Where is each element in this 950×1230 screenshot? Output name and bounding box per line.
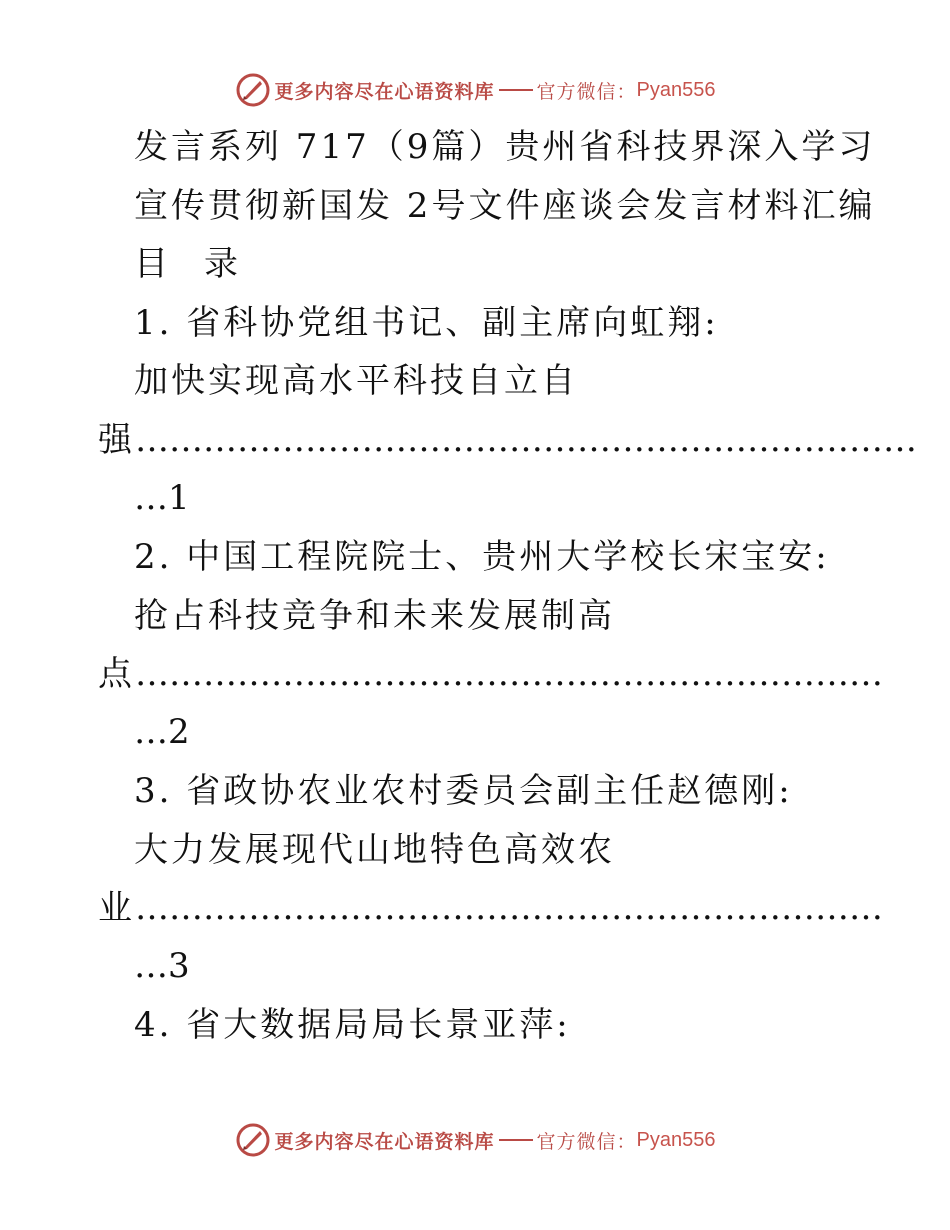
toc-item-2-leader: …………………………………………………………	[135, 654, 883, 694]
toc-item-3-heading: 3. 省政协农业农村委员会副主任赵德刚:	[134, 771, 793, 811]
footer-banner	[0, 1120, 950, 1160]
toc-item-2-title: 抢占科技竞争和未来发展制高	[134, 596, 615, 636]
quill-logo-icon	[235, 1122, 271, 1158]
toc-item-4-heading: 4. 省大数据局局长景亚萍:	[134, 1005, 571, 1045]
toc-heading-mu: 目	[134, 244, 168, 284]
toc-item-3-leader: …………………………………………………………	[135, 888, 883, 928]
banner-wechat-handle: Pyan556	[636, 78, 716, 101]
toc-heading	[134, 244, 238, 284]
toc-item-2-leader-line	[98, 654, 883, 694]
toc-item-1-leader: ……………………………………………………………	[135, 420, 917, 460]
footer-wechat-handle: Pyan556	[636, 1128, 716, 1151]
toc-item-2-title-end: 点	[98, 654, 135, 694]
toc-item-1-page: …1	[134, 478, 190, 518]
toc-item-1-heading: 1. 省科协党组书记、副主席向虹翔:	[134, 303, 719, 343]
banner-dash	[499, 89, 533, 91]
toc-item-3-leader-line	[98, 888, 883, 928]
toc-item-3-title-end: 业	[98, 888, 135, 928]
doc-title-line-1: 发言系列 717（9篇）贵州省科技界深入学习	[134, 127, 876, 167]
toc-item-1-title: 加快实现高水平科技自立自	[134, 361, 578, 401]
footer-dash	[499, 1139, 533, 1141]
toc-item-3-page: …3	[134, 946, 190, 986]
toc-item-1-leader-line	[98, 420, 917, 460]
banner-wechat-label: 官方微信：	[536, 80, 637, 103]
footer-wechat-label: 官方微信：	[536, 1130, 637, 1153]
toc-item-1-title-end: 强	[98, 420, 135, 460]
footer-brand-text: 更多内容尽在心语资料库	[274, 1130, 495, 1153]
toc-item-3-title: 大力发展现代山地特色高效农	[134, 830, 615, 870]
header-banner	[0, 70, 950, 110]
banner-brand-text: 更多内容尽在心语资料库	[274, 80, 495, 103]
toc-item-2-heading: 2. 中国工程院院士、贵州大学校长宋宝安:	[134, 537, 830, 577]
toc-item-2-page: …2	[134, 712, 190, 752]
quill-logo-icon	[235, 72, 271, 108]
doc-title-line-2: 宣传贯彻新国发 2号文件座谈会发言材料汇编	[134, 186, 876, 226]
toc-heading-lu: 录	[204, 244, 238, 284]
